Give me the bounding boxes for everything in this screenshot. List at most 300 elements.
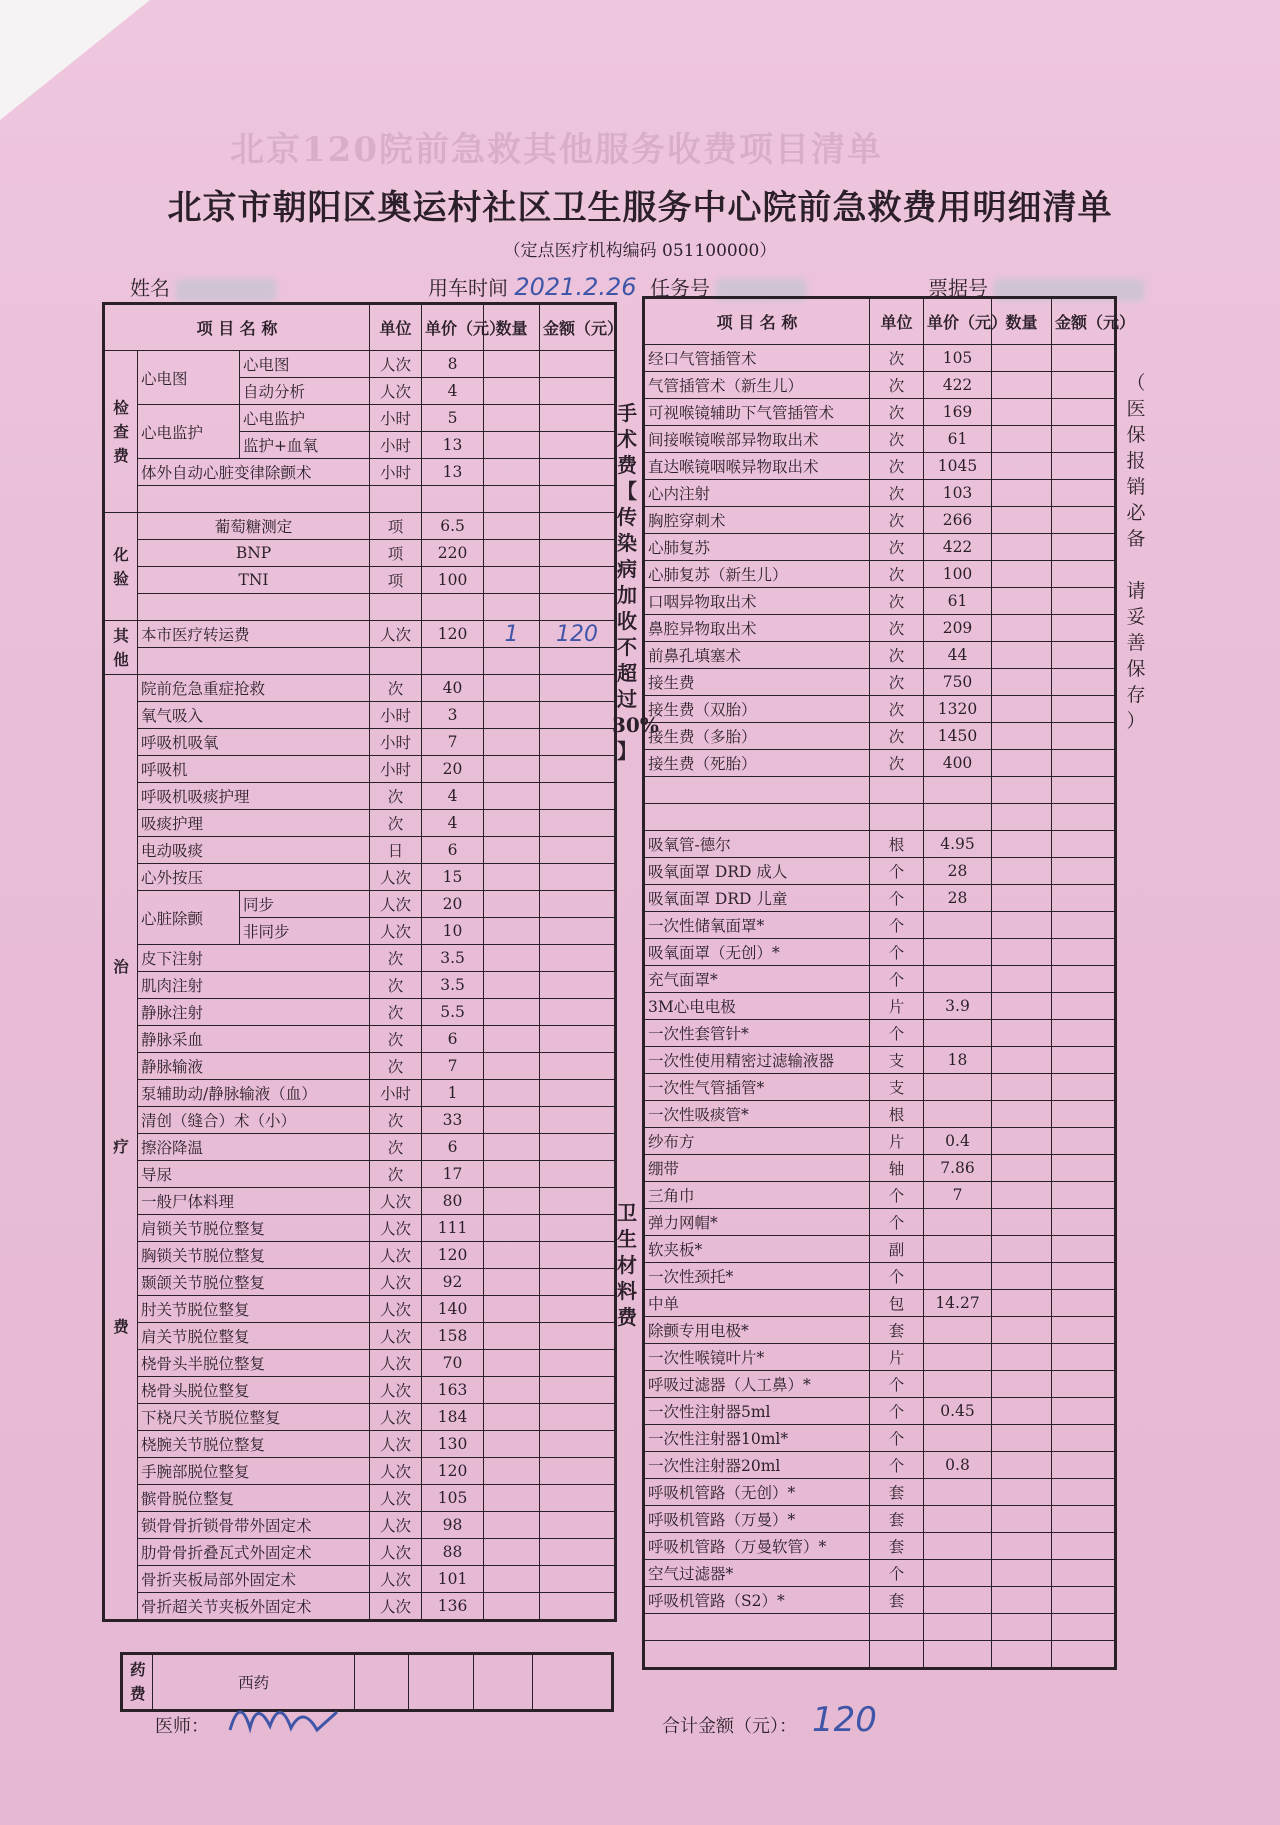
empty-cell	[1052, 1128, 1116, 1155]
empty-cell	[992, 1398, 1052, 1425]
header-unit: 单位	[870, 298, 924, 345]
table-row	[644, 696, 1116, 723]
price-cell: 70	[422, 1350, 484, 1377]
unit-cell: 副	[870, 1236, 924, 1263]
empty-cell	[484, 972, 540, 999]
empty-cell	[1052, 831, 1116, 858]
empty-cell	[484, 864, 540, 891]
list-item: 间接喉镜喉部异物取出术	[644, 426, 870, 453]
price-cell: 61	[924, 588, 992, 615]
price-cell: 6	[422, 1026, 484, 1053]
table-row	[104, 1080, 616, 1107]
left-fee-table	[102, 302, 624, 1622]
price-cell	[924, 1479, 992, 1506]
list-item: 呼吸机吸痰护理	[138, 783, 370, 810]
table-row	[644, 1425, 1116, 1452]
empty-cell	[540, 351, 616, 378]
table-row	[104, 891, 616, 918]
price-cell: 3.5	[422, 945, 484, 972]
price-cell: 169	[924, 399, 992, 426]
name-field	[130, 272, 276, 301]
price-cell: 120	[422, 1458, 484, 1485]
price-cell	[924, 1533, 992, 1560]
list-item: 弹力网帽*	[644, 1209, 870, 1236]
empty-cell	[992, 1236, 1052, 1263]
table-row	[104, 513, 616, 540]
price-cell: 15	[422, 864, 484, 891]
price-cell: 422	[924, 372, 992, 399]
empty-cell	[484, 1404, 540, 1431]
empty-cell	[540, 702, 616, 729]
unit-cell: 个	[870, 1209, 924, 1236]
price-cell: 100	[924, 561, 992, 588]
price-cell: 184	[422, 1404, 484, 1431]
list-item: 静脉输液	[138, 1053, 370, 1080]
empty-cell	[992, 1533, 1052, 1560]
empty-cell	[484, 1431, 540, 1458]
unit-cell: 个	[870, 1263, 924, 1290]
price-cell: 61	[924, 426, 992, 453]
exam-group-ecg: 心电图	[138, 351, 240, 405]
empty-cell	[540, 1134, 616, 1161]
table-row	[644, 1047, 1116, 1074]
price-cell: 1320	[924, 696, 992, 723]
price-cell: 105	[422, 1485, 484, 1512]
list-item: 一次性吸痰管*	[644, 1101, 870, 1128]
table-row	[644, 561, 1116, 588]
price-cell: 18	[924, 1047, 992, 1074]
list-item: 心肺复苏（新生儿）	[644, 561, 870, 588]
unit-cell: 人次	[370, 621, 422, 648]
list-item: 非同步	[240, 918, 370, 945]
empty-cell	[870, 804, 924, 831]
empty-cell	[1052, 1641, 1116, 1669]
drug-table	[120, 1652, 614, 1712]
empty-cell	[992, 831, 1052, 858]
table-row	[104, 837, 616, 864]
price-cell: 20	[422, 891, 484, 918]
empty-cell	[422, 594, 484, 621]
other-category: 其 他	[104, 621, 138, 675]
list-item: 监护+血氧	[240, 432, 370, 459]
unit-cell: 次	[870, 507, 924, 534]
table-row	[104, 972, 616, 999]
empty-cell	[540, 513, 616, 540]
drug-category: 药 费	[129, 1660, 146, 1703]
empty-cell	[484, 1053, 540, 1080]
unit-cell: 人次	[370, 1458, 422, 1485]
table-row	[644, 669, 1116, 696]
unit-cell: 次	[370, 999, 422, 1026]
empty-cell	[992, 1344, 1052, 1371]
table-row	[104, 1350, 616, 1377]
empty-cell	[992, 372, 1052, 399]
unit-cell: 个	[870, 1182, 924, 1209]
list-item: 手腕部脱位整复	[138, 1458, 370, 1485]
unit-cell: 次	[370, 675, 422, 702]
empty-cell	[1052, 588, 1116, 615]
empty-cell	[992, 1101, 1052, 1128]
empty-cell	[484, 1539, 540, 1566]
empty-cell	[1052, 1317, 1116, 1344]
list-item: 呼吸过滤器（人工鼻）*	[644, 1371, 870, 1398]
empty-cell	[540, 405, 616, 432]
table-row	[644, 1506, 1116, 1533]
unit-cell: 次	[870, 561, 924, 588]
unit-cell: 人次	[370, 1323, 422, 1350]
table-row	[104, 1593, 616, 1621]
empty-cell	[484, 675, 540, 702]
list-item: 肌肉注射	[138, 972, 370, 999]
table-row	[644, 1020, 1116, 1047]
price-cell: 120	[422, 621, 484, 648]
table-row	[104, 999, 616, 1026]
empty-cell	[484, 1377, 540, 1404]
price-cell: 92	[422, 1269, 484, 1296]
list-item: 桡腕关节脱位整复	[138, 1431, 370, 1458]
unit-cell: 人次	[370, 1485, 422, 1512]
list-item: 软夹板*	[644, 1236, 870, 1263]
table-row	[104, 702, 616, 729]
unit-cell: 次	[370, 1026, 422, 1053]
list-item: 心外按压	[138, 864, 370, 891]
empty-cell	[644, 1614, 870, 1641]
table-row	[104, 756, 616, 783]
empty-cell	[1052, 1209, 1116, 1236]
empty-cell	[992, 480, 1052, 507]
table-row	[644, 480, 1116, 507]
unit-cell: 项	[370, 567, 422, 594]
empty-cell	[1052, 696, 1116, 723]
signature-scribble	[225, 1690, 345, 1740]
unit-cell: 次	[870, 345, 924, 372]
empty-cell	[992, 534, 1052, 561]
list-item: 电动吸痰	[138, 837, 370, 864]
handwritten-qty: 1	[484, 621, 540, 648]
empty-cell	[1052, 399, 1116, 426]
table-row	[104, 1539, 616, 1566]
empty-cell	[484, 729, 540, 756]
table-row	[644, 1641, 1116, 1669]
list-item: 一次性注射器10ml*	[644, 1425, 870, 1452]
empty-cell	[644, 777, 870, 804]
empty-cell	[484, 1485, 540, 1512]
unit-cell: 人次	[370, 1566, 422, 1593]
empty-cell	[992, 1425, 1052, 1452]
list-item: 吸氧面罩（无创）*	[644, 939, 870, 966]
empty-cell	[540, 378, 616, 405]
price-cell: 6	[422, 837, 484, 864]
empty-cell	[484, 1107, 540, 1134]
list-item: 呼吸机吸氧	[138, 729, 370, 756]
empty-cell	[484, 1296, 540, 1323]
empty-cell	[540, 972, 616, 999]
list-item: 口咽异物取出术	[644, 588, 870, 615]
empty-cell	[422, 648, 484, 675]
table-row	[644, 1290, 1116, 1317]
price-cell: 4.95	[924, 831, 992, 858]
empty-cell	[484, 378, 540, 405]
table-row	[644, 1263, 1116, 1290]
unit-cell: 次	[370, 972, 422, 999]
empty-cell	[484, 1215, 540, 1242]
empty-cell	[540, 1296, 616, 1323]
empty-cell	[870, 1641, 924, 1669]
unit-cell: 人次	[370, 918, 422, 945]
header-qty: 数量	[484, 304, 540, 351]
unit-cell: 小时	[370, 432, 422, 459]
unit-cell: 次	[870, 534, 924, 561]
unit-cell: 支	[870, 1074, 924, 1101]
empty-cell	[992, 669, 1052, 696]
doctor-signature	[225, 1690, 345, 1750]
unit-cell: 个	[870, 1398, 924, 1425]
header-item: 项 目 名 称	[644, 298, 870, 345]
empty-cell	[992, 1614, 1052, 1641]
header-amount: 金额（元）	[1052, 298, 1116, 345]
table-row	[644, 1101, 1116, 1128]
empty-cell	[370, 594, 422, 621]
table-row	[104, 864, 616, 891]
unit-cell: 小时	[370, 702, 422, 729]
empty-cell	[484, 513, 540, 540]
total-label: 合计金额（元）：	[662, 1716, 797, 1737]
empty-cell	[540, 675, 616, 702]
list-item: 吸氧管-德尔	[644, 831, 870, 858]
side-note: （ 医 保 报 销 必 备 请 妥 善 保 存 ）	[1126, 372, 1146, 732]
empty-cell	[540, 837, 616, 864]
table-row	[644, 372, 1116, 399]
table-row	[644, 804, 1116, 831]
list-item: 静脉注射	[138, 999, 370, 1026]
table-row	[644, 831, 1116, 858]
table-row	[644, 453, 1116, 480]
list-item: 呼吸机	[138, 756, 370, 783]
empty-cell	[540, 432, 616, 459]
unit-cell: 次	[870, 453, 924, 480]
table-row	[104, 351, 616, 378]
list-item: 接生费（死胎）	[644, 750, 870, 777]
empty-cell	[992, 561, 1052, 588]
unit-cell: 次	[370, 783, 422, 810]
unit-cell: 个	[870, 1020, 924, 1047]
unit-cell: 次	[870, 750, 924, 777]
list-item: 锁骨骨折锁骨带外固定术	[138, 1512, 370, 1539]
unit-cell: 套	[870, 1587, 924, 1614]
empty-cell	[1052, 804, 1116, 831]
empty-cell	[484, 1026, 540, 1053]
list-item: 3M心电电极	[644, 993, 870, 1020]
unit-cell: 支	[870, 1047, 924, 1074]
drug-item: 西药	[153, 1654, 354, 1711]
list-item: 空气过滤器*	[644, 1560, 870, 1587]
unit-cell: 人次	[370, 1296, 422, 1323]
price-cell: 111	[422, 1215, 484, 1242]
unit-cell: 次	[870, 696, 924, 723]
price-cell: 5	[422, 405, 484, 432]
empty-cell	[138, 648, 370, 675]
list-item: 接生费	[644, 669, 870, 696]
table-row	[644, 912, 1116, 939]
table-row	[644, 534, 1116, 561]
empty-cell	[1052, 1155, 1116, 1182]
empty-cell	[992, 885, 1052, 912]
handwritten-amount: 120	[540, 621, 616, 648]
empty-cell	[924, 804, 992, 831]
list-item: 皮下注射	[138, 945, 370, 972]
empty-cell	[540, 1107, 616, 1134]
unit-cell: 个	[870, 1371, 924, 1398]
table-row	[644, 1209, 1116, 1236]
empty-cell	[370, 648, 422, 675]
list-item: 骨折超关节夹板外固定术	[138, 1593, 370, 1621]
unit-cell: 包	[870, 1290, 924, 1317]
empty-cell	[1052, 1047, 1116, 1074]
empty-cell	[992, 1506, 1052, 1533]
unit-cell: 套	[870, 1479, 924, 1506]
empty-cell	[540, 567, 616, 594]
table-row	[644, 588, 1116, 615]
empty-cell	[540, 729, 616, 756]
time-value: 2021.2.26	[514, 273, 637, 301]
material-category: 卫 生 材 料 费	[617, 1201, 637, 1329]
empty-cell	[992, 1587, 1052, 1614]
empty-cell	[484, 1458, 540, 1485]
price-cell: 120	[422, 1242, 484, 1269]
list-item: 本市医疗转运费	[138, 621, 370, 648]
empty-cell	[1052, 1533, 1116, 1560]
unit-cell: 套	[870, 1533, 924, 1560]
table-row	[104, 1107, 616, 1134]
list-item: 除颤专用电极*	[644, 1317, 870, 1344]
empty-cell	[992, 345, 1052, 372]
unit-cell: 小时	[370, 1080, 422, 1107]
table-row	[104, 648, 616, 675]
list-item: 经口气管插管术	[644, 345, 870, 372]
empty-cell	[540, 594, 616, 621]
table-row	[104, 1485, 616, 1512]
empty-cell	[540, 1593, 616, 1621]
unit-cell: 个	[870, 1425, 924, 1452]
empty-cell	[484, 594, 540, 621]
table-row	[104, 621, 616, 648]
header-amount: 金额（元）	[540, 304, 616, 351]
empty-cell	[484, 1593, 540, 1621]
empty-cell	[484, 1323, 540, 1350]
time-label: 用车时间	[428, 276, 508, 300]
list-item: 直达喉镜咽喉异物取出术	[644, 453, 870, 480]
list-item: 鼻腔异物取出术	[644, 615, 870, 642]
empty-cell	[540, 1323, 616, 1350]
list-item: 氧气吸入	[138, 702, 370, 729]
empty-cell	[1052, 750, 1116, 777]
unit-cell: 次	[870, 588, 924, 615]
price-cell: 80	[422, 1188, 484, 1215]
list-item: 吸氧面罩 DRD 儿童	[644, 885, 870, 912]
price-cell: 220	[422, 540, 484, 567]
table-row	[644, 298, 1116, 345]
empty-cell	[1052, 345, 1116, 372]
list-item: 桡骨头半脱位整复	[138, 1350, 370, 1377]
list-item: 导尿	[138, 1161, 370, 1188]
list-item: BNP	[138, 540, 370, 567]
empty-cell	[484, 540, 540, 567]
price-cell: 28	[924, 858, 992, 885]
price-cell: 163	[422, 1377, 484, 1404]
price-cell: 6.5	[422, 513, 484, 540]
price-cell: 140	[422, 1296, 484, 1323]
empty-cell	[992, 588, 1052, 615]
table-row	[644, 939, 1116, 966]
table-row	[644, 885, 1116, 912]
empty-cell	[1052, 561, 1116, 588]
unit-cell: 次	[870, 480, 924, 507]
unit-cell: 个	[870, 1452, 924, 1479]
exam-group-monitor: 心电监护	[138, 405, 240, 459]
empty-cell	[1052, 642, 1116, 669]
price-cell: 28	[924, 885, 992, 912]
list-item: 下桡尺关节脱位整复	[138, 1404, 370, 1431]
table-row	[104, 1404, 616, 1431]
table-row	[644, 750, 1116, 777]
list-item: 胸腔穿刺术	[644, 507, 870, 534]
price-cell: 4	[422, 378, 484, 405]
empty-cell	[540, 864, 616, 891]
time-field	[428, 272, 637, 301]
price-cell	[924, 1101, 992, 1128]
empty-cell	[540, 1512, 616, 1539]
price-cell	[924, 1587, 992, 1614]
table-row	[644, 1155, 1116, 1182]
empty-cell	[1052, 885, 1116, 912]
price-cell: 20	[422, 756, 484, 783]
price-cell: 0.4	[924, 1128, 992, 1155]
list-item: 前鼻孔填塞术	[644, 642, 870, 669]
unit-cell: 次	[870, 372, 924, 399]
list-item: 心肺复苏	[644, 534, 870, 561]
list-item: 三角巾	[644, 1182, 870, 1209]
empty-cell	[644, 1641, 870, 1669]
table-row	[104, 675, 616, 702]
empty-cell	[484, 837, 540, 864]
unit-cell: 根	[870, 831, 924, 858]
empty-cell	[1052, 993, 1116, 1020]
task-label: 任务号	[650, 276, 710, 300]
empty-cell	[1052, 1560, 1116, 1587]
empty-cell	[484, 999, 540, 1026]
empty-cell	[1052, 1614, 1116, 1641]
price-cell: 6	[422, 1134, 484, 1161]
list-item: 心电图	[240, 351, 370, 378]
table-row	[104, 1512, 616, 1539]
list-item: 同步	[240, 891, 370, 918]
empty-cell	[1052, 1506, 1116, 1533]
table-row	[644, 399, 1116, 426]
price-cell: 88	[422, 1539, 484, 1566]
empty-cell	[540, 1350, 616, 1377]
unit-cell: 根	[870, 1101, 924, 1128]
table-row	[644, 1317, 1116, 1344]
list-item: 呼吸机管路（无创）*	[644, 1479, 870, 1506]
unit-cell: 套	[870, 1317, 924, 1344]
table-row	[644, 1560, 1116, 1587]
list-item: 静脉采血	[138, 1026, 370, 1053]
empty-cell	[1052, 1236, 1116, 1263]
list-item: 可视喉镜辅助下气管插管术	[644, 399, 870, 426]
price-cell	[924, 1506, 992, 1533]
empty-cell	[484, 1242, 540, 1269]
empty-cell	[484, 405, 540, 432]
